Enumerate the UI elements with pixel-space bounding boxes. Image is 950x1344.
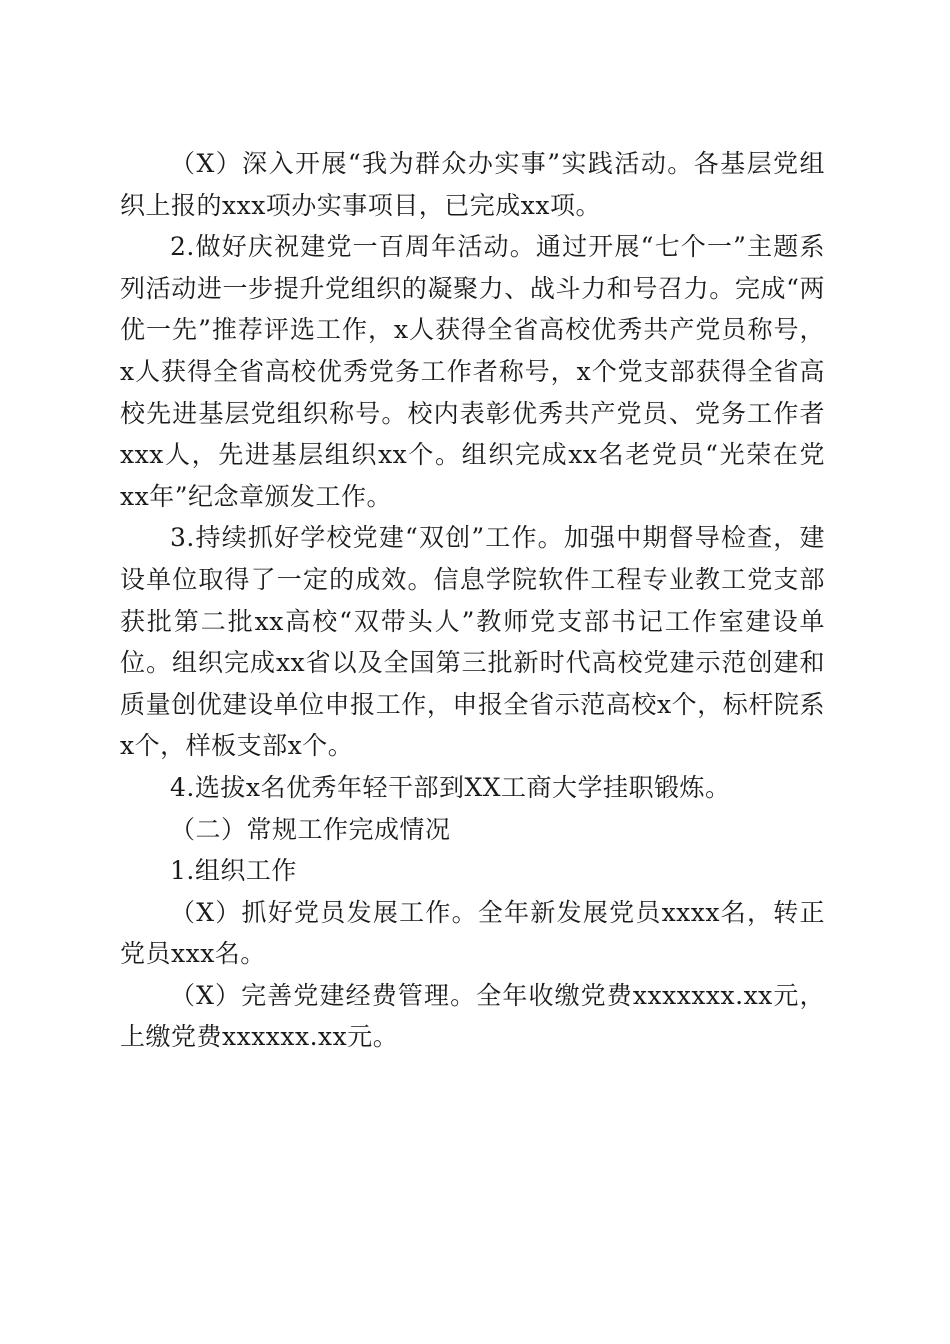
paragraph-party-building-dual-creation: 3.持续抓好学校党建“双创”工作。加强中期督导检查，建设单位取得了一定的成效。信息学院软件工程专业教工党支部获批第二批xx高校“双带头人”教师党支部书记工作室建设单位。组织完成xx省以及全国第三批新时代高校党建示范创建和质量创优建设单位申报工作，申报全省示范高校x个，标杆院系x个，样板支部x个。 [120, 523, 825, 761]
section-heading-routine-work: （二）常规工作完成情况 [170, 814, 451, 844]
paragraph-cadre-training: 4.选拔x名优秀年轻干部到XX工商大学挂职锻炼。 [170, 772, 731, 802]
paragraph-party-funds: （X）完善党建经费管理。全年收缴党费xxxxxxx.xx元，上缴党费xxxxxx.xx元。 [120, 980, 825, 1052]
subsection-heading-organization: 1.组织工作 [170, 856, 297, 886]
paragraph-centenary-celebration: 2.做好庆祝建党一百周年活动。通过开展“七个一”主题系列活动进一步提升党组织的凝聚力、战斗力和号召力。完成“两优一先”推荐评选工作，x人获得全省高校优秀共产党员称号，x人获得全省高校优秀党务工作者称号，x个党支部获得全省高校先进基层党组织称号。校内表彰优秀共产党员、党务工作者xxx人，先进基层组织xx个。组织完成xx名老党员“光荣在党xx年”纪念章颁发工作。 [120, 232, 825, 511]
paragraph-member-development: （X）抓好党员发展工作。全年新发展党员xxxx名，转正党员xxx名。 [120, 897, 825, 969]
paragraph-service-activity: （X）深入开展“我为群众办实事”实践活动。各基层党组织上报的xxx项办实事项目，已完成xx项。 [120, 149, 825, 220]
document-body [120, 143, 825, 1058]
